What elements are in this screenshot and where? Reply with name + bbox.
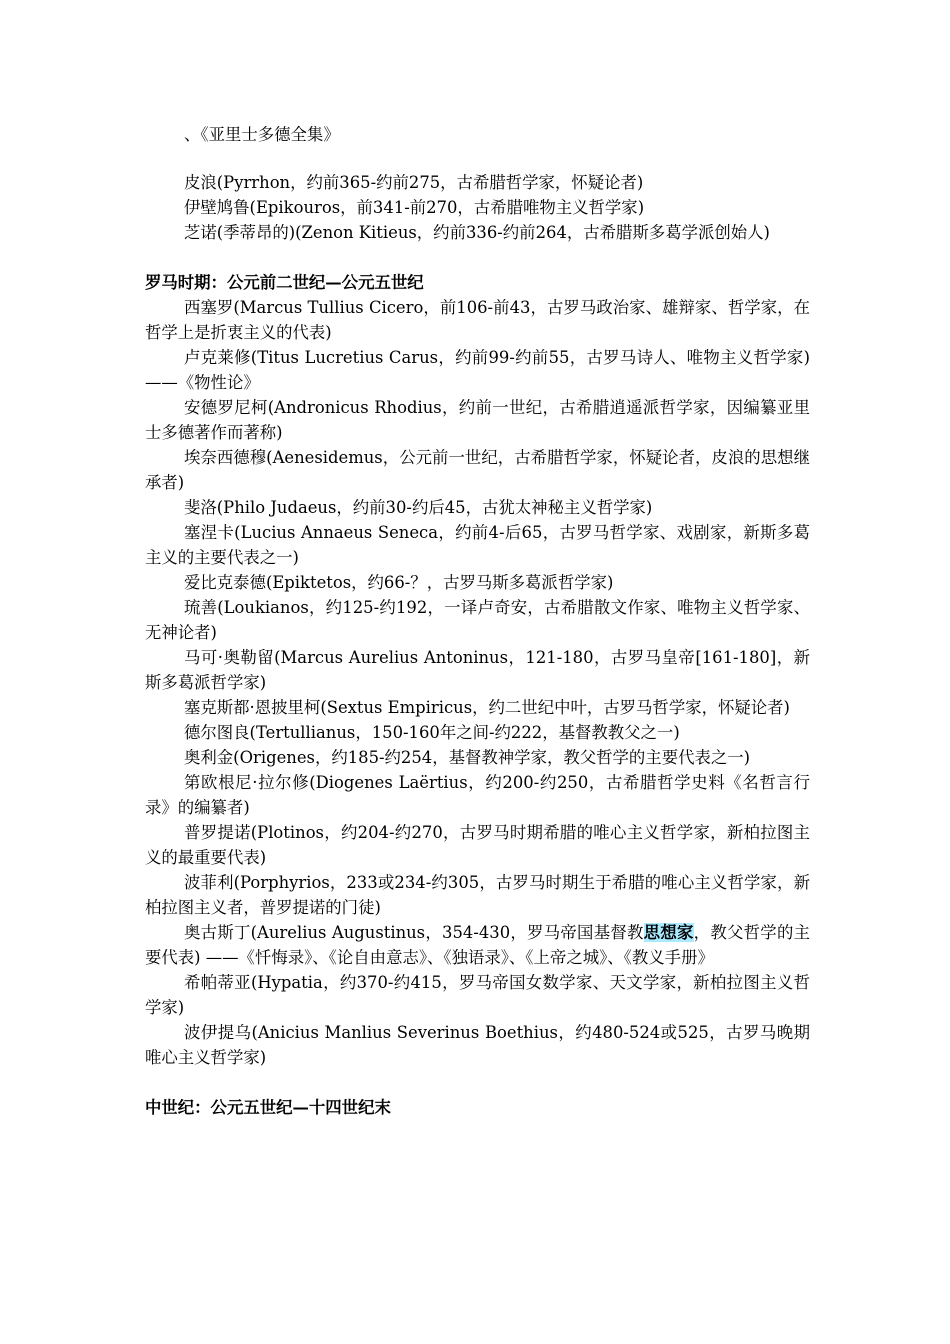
entry-loukianos: 琉善(Loukianos，约125-约192，一译卢奇安，古希腊散文作家、唯物主义哲学家、无神论者) xyxy=(145,598,810,642)
section-heading-roman: 罗马时期：公元前二世纪—公元五世纪 xyxy=(145,273,424,292)
entry-diogenes-laertius: 第欧根尼·拉尔修(Diogenes Laërtius，约200-约250，古希腊哲学史料《名哲言行录》的编纂者) xyxy=(145,773,810,817)
intro-line: 、《亚里士多德全集》 xyxy=(184,125,340,144)
entry-cicero: 西塞罗(Marcus Tullius Cicero，前106-前43，古罗马政治家、雄辩家、哲学家，在哲学上是折衷主义的代表) xyxy=(145,298,810,342)
entry-boethius: 波伊提乌(Anicius Manlius Severinus Boethius，约480-524或525，古罗马晚期唯心主义哲学家) xyxy=(145,1023,810,1067)
entry-pyrrhon: 皮浪(Pyrrhon，约前365-约前275，古希腊哲学家，怀疑论者) xyxy=(184,173,644,192)
entry-philo: 斐洛(Philo Judaeus，约前30-约后45，古犹太神秘主义哲学家) xyxy=(184,498,653,517)
spacer xyxy=(145,245,810,270)
spacer xyxy=(145,1070,810,1095)
entry-sextus-empiricus: 塞克斯都·恩披里柯(Sextus Empiricus，约二世纪中叶，古罗马哲学家，怀疑论者) xyxy=(184,698,790,717)
entry-andronicus: 安德罗尼柯(Andronicus Rhodius，约前一世纪，古希腊逍遥派哲学家，因编纂亚里士多德著作而著称) xyxy=(145,398,810,442)
document-page xyxy=(145,122,810,1120)
entry-epikouros: 伊壁鸠鲁(Epikouros，前341-前270，古希腊唯物主义哲学家) xyxy=(184,198,645,217)
entry-epiktetos: 爱比克泰德(Epiktetos，约66-？，古罗马斯多葛派哲学家) xyxy=(184,573,614,592)
entry-origenes: 奥利金(Origenes，约185-约254，基督教神学家，教父哲学的主要代表之一) xyxy=(184,748,751,767)
entry-porphyrios: 波菲利(Porphyrios，233或234-约305，古罗马时期生于希腊的唯心主义哲学家，新柏拉图主义者，普罗提诺的门徒) xyxy=(145,873,810,917)
augustine-text-before: 奥古斯丁(Aurelius Augustinus，354-430，罗马帝国基督教 xyxy=(184,923,644,942)
entry-aenesidemus: 埃奈西德穆(Aenesidemus，公元前一世纪，古希腊哲学家，怀疑论者，皮浪的思想继承者) xyxy=(145,448,810,492)
entry-zenon: 芝诺(季蒂昂的)(Zenon Kitieus，约前336-约前264，古希腊斯多葛学派创始人) xyxy=(184,223,770,242)
entry-hypatia: 希帕蒂亚(Hypatia，约370-约415，罗马帝国女数学家、天文学家，新柏拉图主义哲学家) xyxy=(145,973,810,1017)
entry-lucretius: 卢克莱修(Titus Lucretius Carus，约前99-约前55，古罗马诗人、唯物主义哲学家) ——《物性论》 xyxy=(145,348,810,392)
highlighted-term: 思想家 xyxy=(643,923,694,942)
entry-plotinos: 普罗提诺(Plotinos，约204-约270，古罗马时期希腊的唯心主义哲学家，新柏拉图主义的最重要代表) xyxy=(145,823,810,867)
augustine-text-after: ，教父哲学的主要代表) ——《忏悔录》、《论自由意志》、《独语录》、《上帝之城》、《教义手册》 xyxy=(145,923,810,967)
spacer xyxy=(145,147,810,170)
entry-augustinus xyxy=(145,920,810,970)
entry-seneca: 塞涅卡(Lucius Annaeus Seneca，约前4-后65，古罗马哲学家、戏剧家，新斯多葛主义的主要代表之一) xyxy=(145,523,810,567)
entry-tertullianus: 德尔图良(Tertullianus，150-160年之间-约222，基督教教父之一) xyxy=(184,723,680,742)
section-heading-medieval: 中世纪：公元五世纪—十四世纪末 xyxy=(145,1098,391,1117)
entry-marcus-aurelius: 马可·奥勒留(Marcus Aurelius Antoninus，121-180，古罗马皇帝[161-180]，新斯多葛派哲学家) xyxy=(145,648,810,692)
